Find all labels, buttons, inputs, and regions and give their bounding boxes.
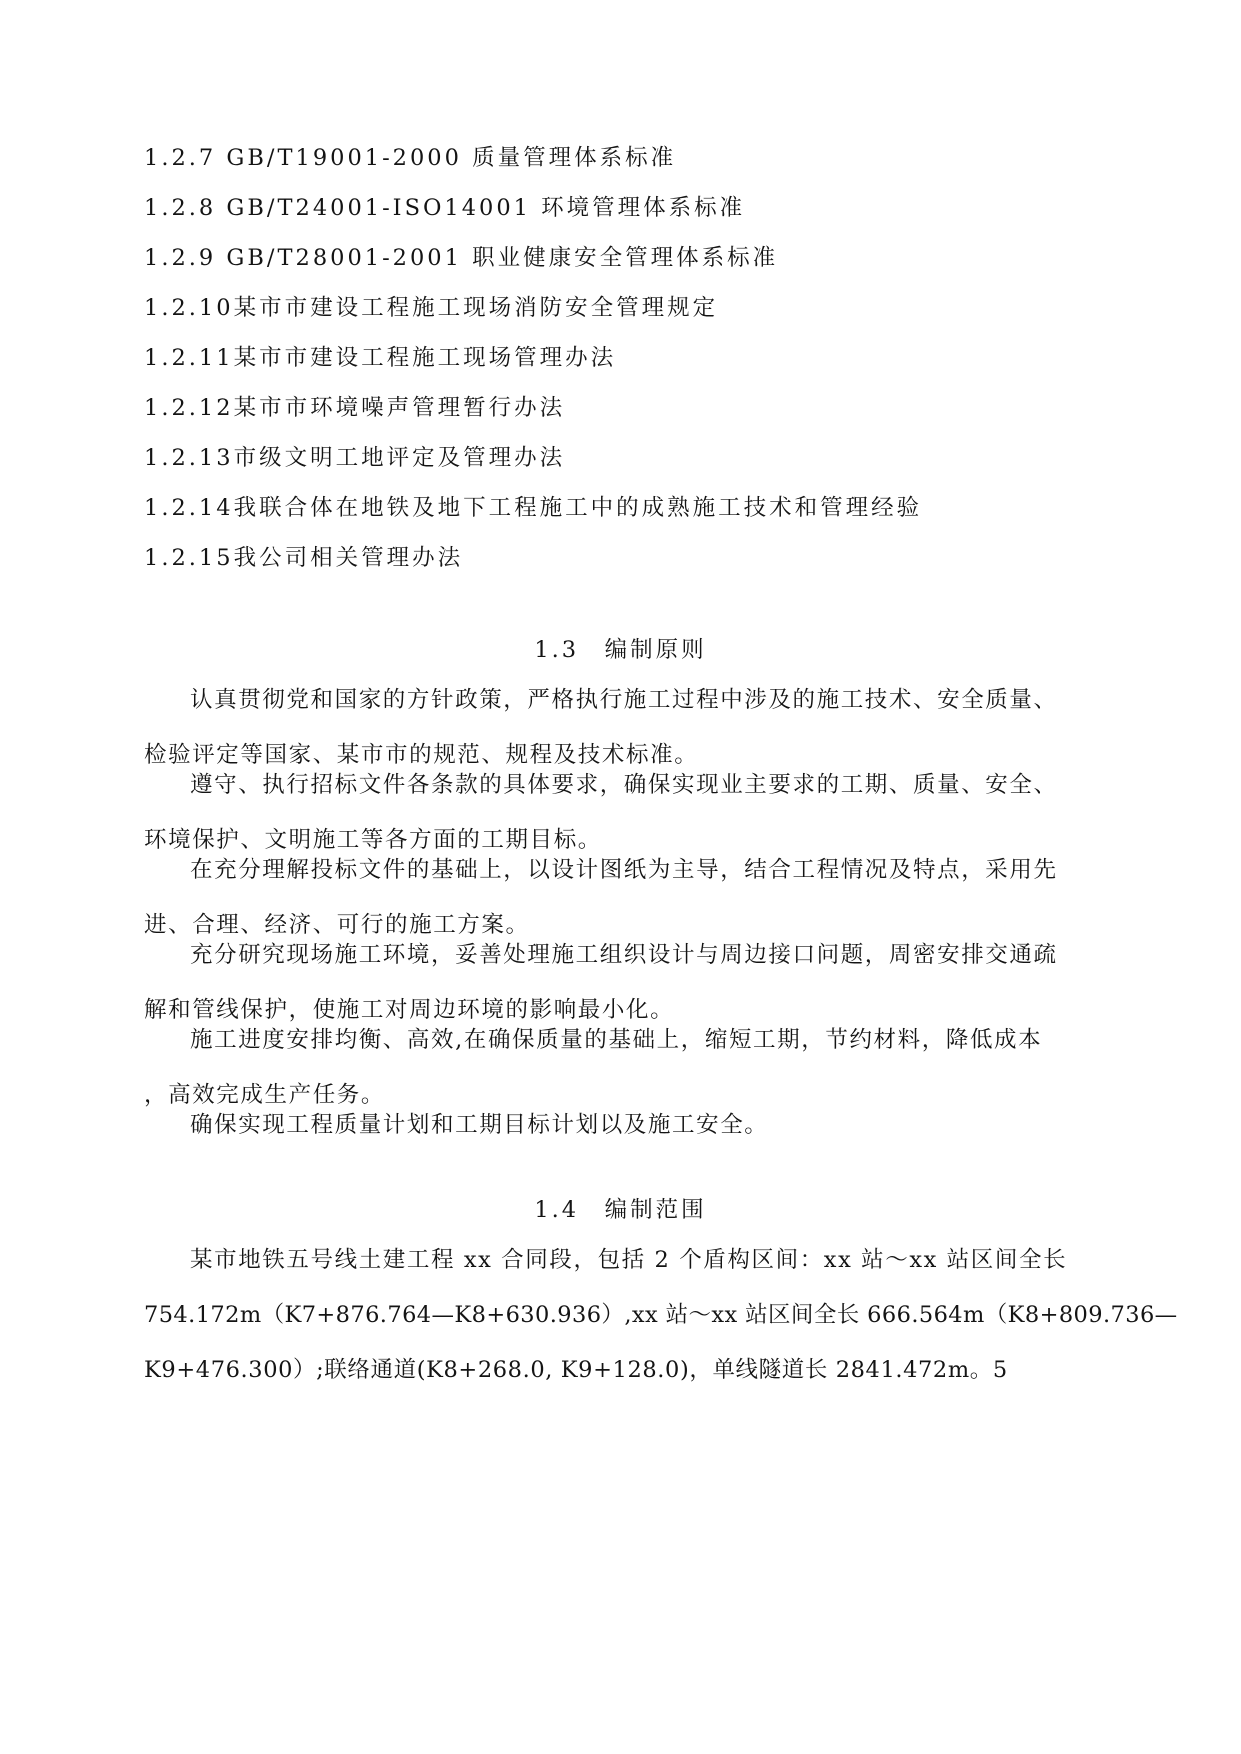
paragraph-line: 遵守、执行招标文件各条款的具体要求，确保实现业主要求的工期、质量、安全、 xyxy=(190,772,1058,798)
paragraph-line: 认真贯彻党和国家的方针政策，严格执行施工过程中涉及的施工技术、安全质量、 xyxy=(190,687,1058,713)
paragraph-line: 某市地铁五号线土建工程 xx 合同段，包括 2 个盾构区间：xx 站～xx 站区间全长 xyxy=(190,1247,1068,1273)
paragraph-line: 施工进度安排均衡、高效,在确保质量的基础上，缩短工期，节约材料，降低成本 xyxy=(190,1027,1043,1053)
principle-paragraph xyxy=(144,1110,1100,1140)
reference-item: 1.2.8 GB/T24001-ISO14001 环境管理体系标准 xyxy=(144,195,746,221)
paragraph-line: 充分研究现场施工环境，妥善处理施工组织设计与周边接口问题，周密安排交通疏 xyxy=(190,942,1058,968)
reference-item: 1.2.13市级文明工地评定及管理办法 xyxy=(144,445,566,471)
paragraph-line: 确保实现工程质量计划和工期目标计划以及施工安全。 xyxy=(190,1112,769,1138)
paragraph-line: 754.172m（K7+876.764—K8+630.936）,xx 站～xx 站区间全长 666.564m（K8+809.736— xyxy=(144,1302,1178,1328)
paragraph-line: 检验评定等国家、某市市的规范、规程及技术标准。 xyxy=(144,742,699,768)
paragraph-line: 环境保护、文明施工等各方面的工期目标。 xyxy=(144,827,602,853)
paragraph-line: ，高效完成生产任务。 xyxy=(144,1082,386,1108)
reference-item: 1.2.14我联合体在地铁及地下工程施工中的成熟施工技术和管理经验 xyxy=(144,495,923,521)
principle-paragraph xyxy=(144,940,1100,1025)
paragraph-line: 进、合理、经济、可行的施工方案。 xyxy=(144,912,530,938)
reference-item: 1.2.12某市市环境噪声管理暂行办法 xyxy=(144,395,566,421)
paragraph-line: 解和管线保护，使施工对周边环境的影响最小化。 xyxy=(144,997,675,1023)
paragraph-line: K9+476.300）;联络通道(K8+268.0, K9+128.0)，单线隧道长 2841.472m。5 xyxy=(144,1357,1008,1383)
reference-item: 1.2.9 GB/T28001-2001 职业健康安全管理体系标准 xyxy=(144,245,779,271)
paragraph-line: 在充分理解投标文件的基础上，以设计图纸为主导，结合工程情况及特点，采用先 xyxy=(190,857,1058,883)
scope-paragraph xyxy=(144,1245,1178,1385)
principle-paragraph xyxy=(144,685,1100,770)
principle-paragraph xyxy=(144,855,1100,940)
reference-item: 1.2.10某市市建设工程施工现场消防安全管理规定 xyxy=(144,295,719,321)
reference-item: 1.2.11某市市建设工程施工现场管理办法 xyxy=(144,345,617,371)
section-heading-1-4: 1.4 编制范围 xyxy=(534,1197,707,1223)
principle-paragraph xyxy=(144,1025,1100,1110)
reference-item: 1.2.7 GB/T19001-2000 质量管理体系标准 xyxy=(144,145,677,171)
principle-paragraph xyxy=(144,770,1100,855)
section-heading-1-3: 1.3 编制原则 xyxy=(534,637,707,663)
reference-item: 1.2.15我公司相关管理办法 xyxy=(144,545,464,571)
